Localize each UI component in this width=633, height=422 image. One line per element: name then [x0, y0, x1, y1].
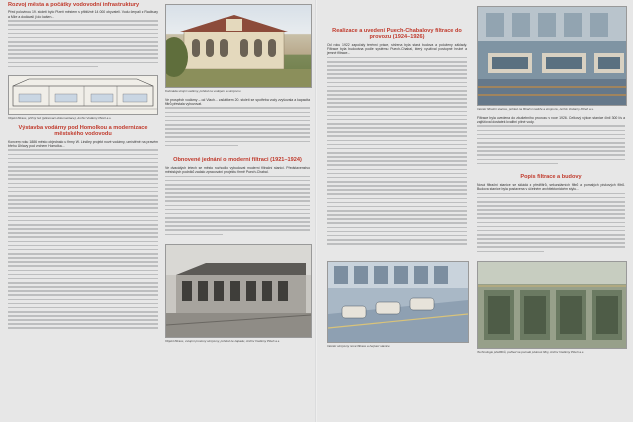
section-heading-realization: Realizace a uvedení Puech-Chabalovy filtrace do provozu (1924–1926) [332, 28, 462, 41]
commissioning-text-lines [477, 125, 625, 171]
blueprint-diagram [8, 75, 158, 115]
section-heading-waterworks: Výstavba vodárny pod Homolkou a modernizace městského vodovodu [18, 124, 148, 138]
right-column-1 [327, 0, 467, 352]
filtration-talks-text: Ve dvacátých letech se město rozhodlo vybudovat moderní filtrační stanici. Představenstvo městských podniků zadalo zpracování projektu firmě Puech-Chabal. [165, 165, 310, 174]
filter-beds-photo [477, 261, 627, 349]
filtration-hall-caption: Interiér filtrační stanice, pohled na filtrační nádrže a strojovnu, Archiv Vodárny Plzeň a.s. [477, 107, 594, 111]
intro-text-lines [8, 20, 158, 75]
section-heading-description: Popis filtrace a budovy [520, 174, 582, 181]
pump-room-photo [327, 261, 469, 343]
left-column-1 [8, 0, 158, 339]
left-column-2 [165, 0, 310, 347]
filtration-talks-lines [165, 176, 310, 244]
historic-building-photo [165, 244, 312, 338]
description-text: Nová filtrační stanice se skládá z předfiltrů, sekundárních filtrů a pomalých pískových filtrů. Budova stanice byla postavena v účelném architektonickém stylu... [477, 182, 625, 191]
waterworks-text: Koncem roku 1886 město objednalo u firmy W. Lindley projekt nové vodárny, umístěné na pravém břehu Úhlavy pod vrchem Homolka... [8, 139, 158, 148]
filtration-hall-photo [477, 6, 627, 106]
historic-photo-caption: Objekt filtrace, vstupní prostory strojovny, pohled ze západu, Archiv Vodárny Plzeň a.s. [165, 338, 281, 343]
diagram-caption: Objekt filtrace, příčný řez (plánovací dokumentace), Archiv Vodárny Plzeň a.s. [8, 116, 112, 121]
realization-text-lines [327, 57, 467, 257]
section-heading-filtration-talks: Obnovené jednání o moderní filtraci (1921–1924) [173, 157, 302, 164]
pump-room-caption: Interiér strojovny nové filtrace a čerpací stanice [327, 343, 390, 348]
filter-beds-caption: Technologie předfiltrů, pohled na pomalé pískové filtry, Archiv Vodárny Plzeň a.s. [477, 349, 585, 354]
building-photo-caption: Kolonáda strojní vodárny, pohled na vodojem a strojovnu [165, 89, 241, 93]
building-photo [165, 4, 312, 88]
section-heading-history: Rozvoj města a počátky vodovodní infrastruktury [8, 2, 140, 8]
continuation-text-lines [165, 107, 310, 153]
realization-text: Od roku 1922 započaly terénní práce, stržena byla stará budova a položeny základy. Filtrace byla budována podle systému Puech-Chabal, který využíval postupné hrubé a jemné filtrace... [327, 42, 467, 56]
waterworks-text-lines [8, 149, 158, 339]
continuation-text: Ve prospěch vodárny – od Vlach... začátkem 20. století se spotřeba vody zvyšovala a kapacita filtrů přestala vyhovovat. [165, 97, 310, 106]
right-column-2 [477, 0, 625, 358]
commissioning-text: Filtrace byla uvedena do zkušebního provozu v roce 1926. Celkový výkon stanice činil 300 l/s a zajišťoval dostatek kvalitní pitné vody. [477, 115, 625, 124]
intro-text: Před polovinou 19. století bylo Plzeň městem s přibližně 14 000 obyvateli. Vodu čerpali z Radbuzy a Mže a dodávali ji do kašen... [8, 10, 158, 19]
description-text-lines [477, 193, 625, 261]
right-page [317, 0, 633, 422]
